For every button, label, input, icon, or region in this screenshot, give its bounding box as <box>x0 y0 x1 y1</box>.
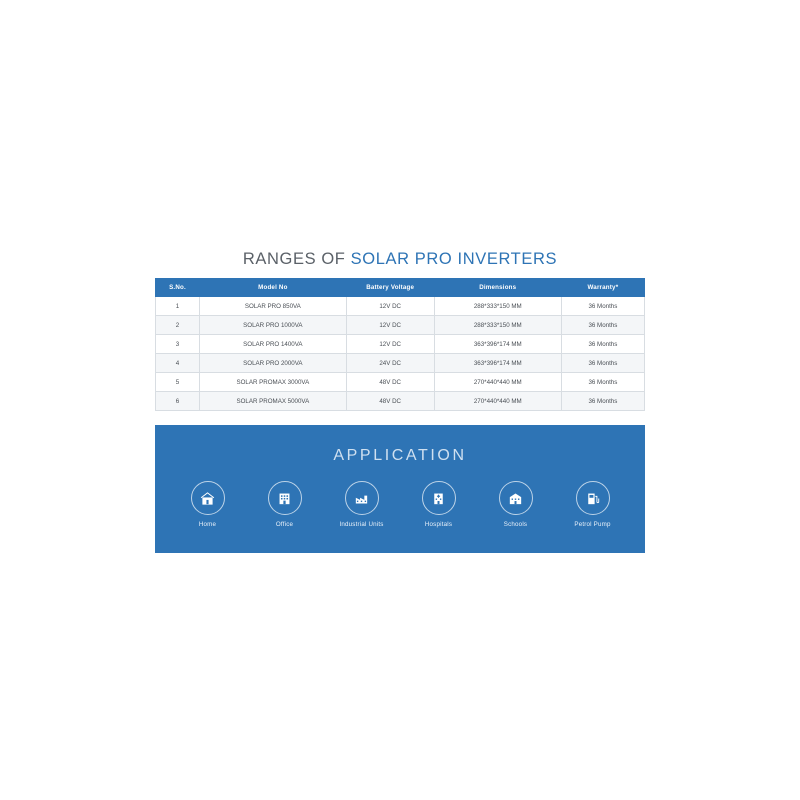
cell-model-no: SOLAR PRO 1400VA <box>200 335 347 354</box>
table-row <box>156 297 645 316</box>
cell-warranty: 36 Months <box>561 316 644 335</box>
cell-model-no: SOLAR PRO 850VA <box>200 297 347 316</box>
column-header-battery-voltage: Battery Voltage <box>346 279 434 297</box>
cell-dimensions: 270*440*440 MM <box>434 392 561 411</box>
cell-sno: 1 <box>156 297 200 316</box>
application-title: APPLICATION <box>333 447 467 464</box>
application-item-label: Office <box>275 521 294 528</box>
cell-battery-voltage: 48V DC <box>346 373 434 392</box>
cell-dimensions: 363*396*174 MM <box>434 354 561 373</box>
table-row <box>156 354 645 373</box>
cell-dimensions: 363*396*174 MM <box>434 335 561 354</box>
application-item-label: Industrial Units <box>339 521 384 528</box>
cell-dimensions: 270*440*440 MM <box>434 373 561 392</box>
table-row <box>156 316 645 335</box>
office-building-icon <box>268 481 302 515</box>
cell-sno: 6 <box>156 392 200 411</box>
application-item-petrol-pump <box>563 481 623 528</box>
content-block <box>155 250 645 553</box>
column-header-sno: S.No. <box>156 279 200 297</box>
cell-warranty: 36 Months <box>561 373 644 392</box>
cell-sno: 3 <box>156 335 200 354</box>
school-icon <box>499 481 533 515</box>
cell-warranty: 36 Months <box>561 335 644 354</box>
application-item-label: Home <box>198 521 217 528</box>
cell-dimensions: 288*333*150 MM <box>434 316 561 335</box>
cell-warranty: 36 Months <box>561 297 644 316</box>
cell-model-no: SOLAR PRO 1000VA <box>200 316 347 335</box>
cell-battery-voltage: 12V DC <box>346 316 434 335</box>
factory-icon <box>345 481 379 515</box>
application-items <box>155 481 645 528</box>
cell-battery-voltage: 48V DC <box>346 392 434 411</box>
cell-dimensions: 288*333*150 MM <box>434 297 561 316</box>
column-header-model-no: Model No <box>200 279 347 297</box>
table-row <box>156 392 645 411</box>
cell-model-no: SOLAR PRO 2000VA <box>200 354 347 373</box>
table-header-row <box>156 279 645 297</box>
cell-battery-voltage: 12V DC <box>346 335 434 354</box>
table-row <box>156 335 645 354</box>
application-item-hospitals <box>409 481 469 528</box>
fuel-pump-icon <box>576 481 610 515</box>
cell-model-no: SOLAR PROMAX 3000VA <box>200 373 347 392</box>
cell-warranty: 36 Months <box>561 392 644 411</box>
application-item-home <box>178 481 238 528</box>
application-item-label: Schools <box>503 521 528 528</box>
page-title <box>155 250 645 269</box>
application-item-label: Hospitals <box>424 521 453 528</box>
application-item-office <box>255 481 315 528</box>
column-header-dimensions: Dimensions <box>434 279 561 297</box>
cell-model-no: SOLAR PROMAX 5000VA <box>200 392 347 411</box>
cell-sno: 5 <box>156 373 200 392</box>
hospital-icon <box>422 481 456 515</box>
inverter-range-table <box>155 278 645 411</box>
cell-battery-voltage: 12V DC <box>346 297 434 316</box>
page-title-accent: SOLAR PRO INVERTERS <box>350 250 558 268</box>
home-icon <box>191 481 225 515</box>
table-row <box>156 373 645 392</box>
application-item-label: Petrol Pump <box>574 521 611 528</box>
cell-sno: 2 <box>156 316 200 335</box>
page-title-prefix: RANGES OF <box>242 250 351 268</box>
cell-warranty: 36 Months <box>561 354 644 373</box>
cell-battery-voltage: 24V DC <box>346 354 434 373</box>
application-item-industrial-units <box>332 481 392 528</box>
application-panel <box>155 425 645 553</box>
column-header-warranty: Warranty* <box>561 279 644 297</box>
application-item-schools <box>486 481 546 528</box>
cell-sno: 4 <box>156 354 200 373</box>
